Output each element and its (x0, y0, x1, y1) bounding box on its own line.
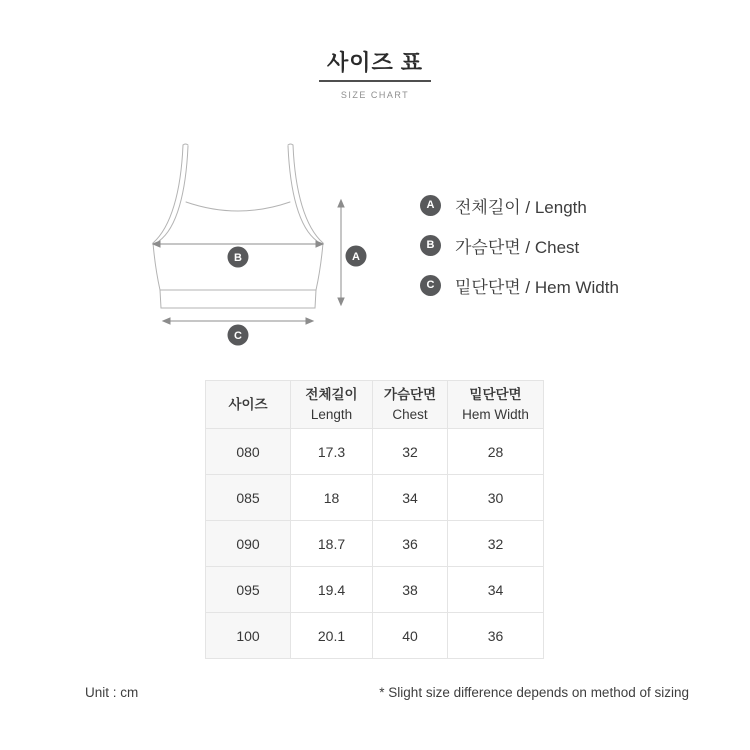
arrowhead-left (163, 318, 170, 324)
cell-hem: 32 (448, 521, 544, 567)
arrowhead-up (338, 200, 344, 207)
legend-label-length: 전체길이 / Length (455, 197, 587, 217)
table-row (206, 475, 544, 521)
cell-size: 090 (206, 521, 291, 567)
col-header-hem (448, 381, 544, 429)
table-row (206, 429, 544, 475)
table-header-row (206, 381, 544, 429)
cell-size: 100 (206, 613, 291, 659)
garment-outline (153, 144, 323, 308)
cell-hem: 36 (448, 613, 544, 659)
legend-badge-a: A (420, 195, 441, 216)
arrowhead-down (338, 298, 344, 305)
legend-badge-c: C (420, 275, 441, 296)
measurement-legend (420, 194, 619, 314)
legend-label-chest: 가슴단면 / Chest (455, 237, 580, 257)
cell-length: 18.7 (291, 521, 373, 567)
table-row (206, 613, 544, 659)
col-header-size (206, 381, 291, 429)
badge-c-letter: C (234, 330, 242, 342)
cell-chest: 40 (373, 613, 448, 659)
col-header-hem-ko: 밑단단면 (469, 387, 522, 402)
legend-item-chest (420, 234, 619, 256)
col-header-length (291, 381, 373, 429)
size-table (205, 380, 544, 659)
col-header-chest-en: Chest (392, 407, 428, 422)
arrowhead-right (306, 318, 313, 324)
cell-length: 18 (291, 475, 373, 521)
badge-b-letter: B (234, 252, 242, 264)
page-subtitle: SIZE CHART (340, 90, 410, 100)
legend-item-length (420, 194, 619, 216)
cell-chest: 36 (373, 521, 448, 567)
col-header-length-ko: 전체길이 (305, 387, 358, 402)
cell-chest: 32 (373, 429, 448, 475)
cell-hem: 28 (448, 429, 544, 475)
col-header-size-label: 사이즈 (228, 396, 268, 412)
table-row (206, 521, 544, 567)
col-header-hem-en: Hem Width (462, 407, 529, 422)
col-header-chest-ko: 가슴단면 (383, 387, 437, 402)
diagram-badges (228, 246, 367, 346)
cell-hem: 30 (448, 475, 544, 521)
legend-badge-b: B (420, 235, 441, 256)
col-header-chest (373, 381, 448, 429)
table-row (206, 567, 544, 613)
page-title: 사이즈 표 (326, 50, 424, 75)
cell-chest: 34 (373, 475, 448, 521)
cell-length: 19.4 (291, 567, 373, 613)
title-divider (319, 80, 431, 82)
legend-item-hem (420, 274, 619, 296)
cell-length: 17.3 (291, 429, 373, 475)
cell-size: 085 (206, 475, 291, 521)
badge-a-letter: A (352, 251, 360, 263)
col-header-length-en: Length (310, 407, 353, 422)
sizing-disclaimer: * Slight size difference depends on method of sizing (379, 685, 689, 700)
cell-chest: 38 (373, 567, 448, 613)
garment-diagram (130, 135, 380, 355)
cell-size: 080 (206, 429, 291, 475)
cell-length: 20.1 (291, 613, 373, 659)
legend-label-hem: 밑단단면 / Hem Width (455, 277, 619, 297)
cell-hem: 34 (448, 567, 544, 613)
unit-note: Unit : cm (85, 685, 139, 700)
cell-size: 095 (206, 567, 291, 613)
